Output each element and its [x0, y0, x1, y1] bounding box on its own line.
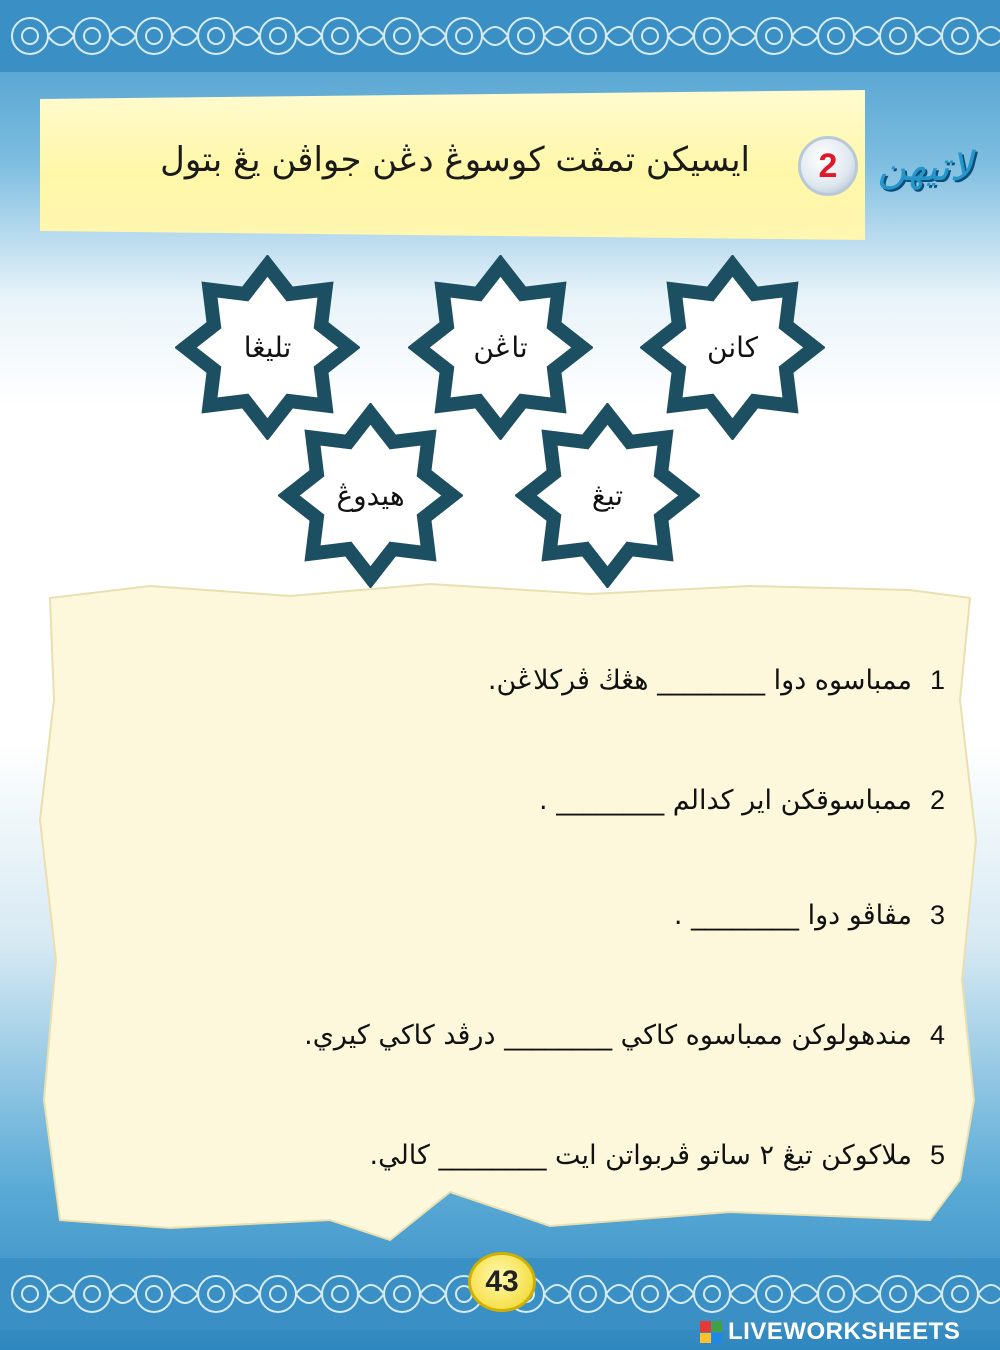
exercise-number-badge: 2 — [798, 136, 858, 196]
watermark — [700, 1318, 995, 1346]
sentence-number: 5 — [929, 1140, 945, 1170]
sentence-text: ملاكوكن تيڠ ٢ ساتو ڤربواتن ايت ________ كالي. — [369, 1140, 912, 1171]
instruction-text: ايسيكن تمڤت كوسوڠ دڠن جواڤن يڠ بتول — [160, 140, 750, 180]
sentence-number: 2 — [929, 785, 945, 815]
sentence-row — [130, 665, 945, 696]
word-star[interactable] — [278, 403, 463, 588]
word-bank-item: تيڠ — [591, 479, 624, 512]
sentence-number: 3 — [929, 900, 945, 930]
watermark-text: LIVEWORKSHEETS — [728, 1318, 961, 1345]
sentence-number: 1 — [929, 665, 945, 695]
sentence-text: ممباسوه دوا ________ هڠڬ ڤركلاڠن. — [487, 665, 912, 696]
word-bank-item: تليڠا — [243, 331, 292, 364]
exercise-label: لاتيهن — [877, 144, 973, 190]
word-bank-item: هيدوڠ — [336, 479, 405, 512]
word-bank-item: تاڠن — [473, 331, 528, 364]
liveworksheets-logo-icon — [700, 1321, 722, 1343]
word-star[interactable] — [515, 403, 700, 588]
word-bank-item: كانن — [707, 331, 758, 364]
sentence-row — [130, 785, 945, 816]
sentence-row — [130, 1020, 945, 1051]
sentence-text: مڤاڤو دوا ________ . — [673, 900, 912, 931]
sentence-row — [130, 1140, 945, 1171]
sentence-text: مندهولوكن ممباسوه كاكي ________ درڤد كاكي كيري. — [304, 1020, 912, 1051]
top-pattern-band — [0, 0, 1000, 72]
sentence-number: 4 — [929, 1020, 945, 1050]
sentence-row — [130, 900, 945, 931]
page-number: 43 — [468, 1252, 536, 1312]
sentence-text: ممباسوقكن اير كدالم ________ . — [539, 785, 912, 816]
